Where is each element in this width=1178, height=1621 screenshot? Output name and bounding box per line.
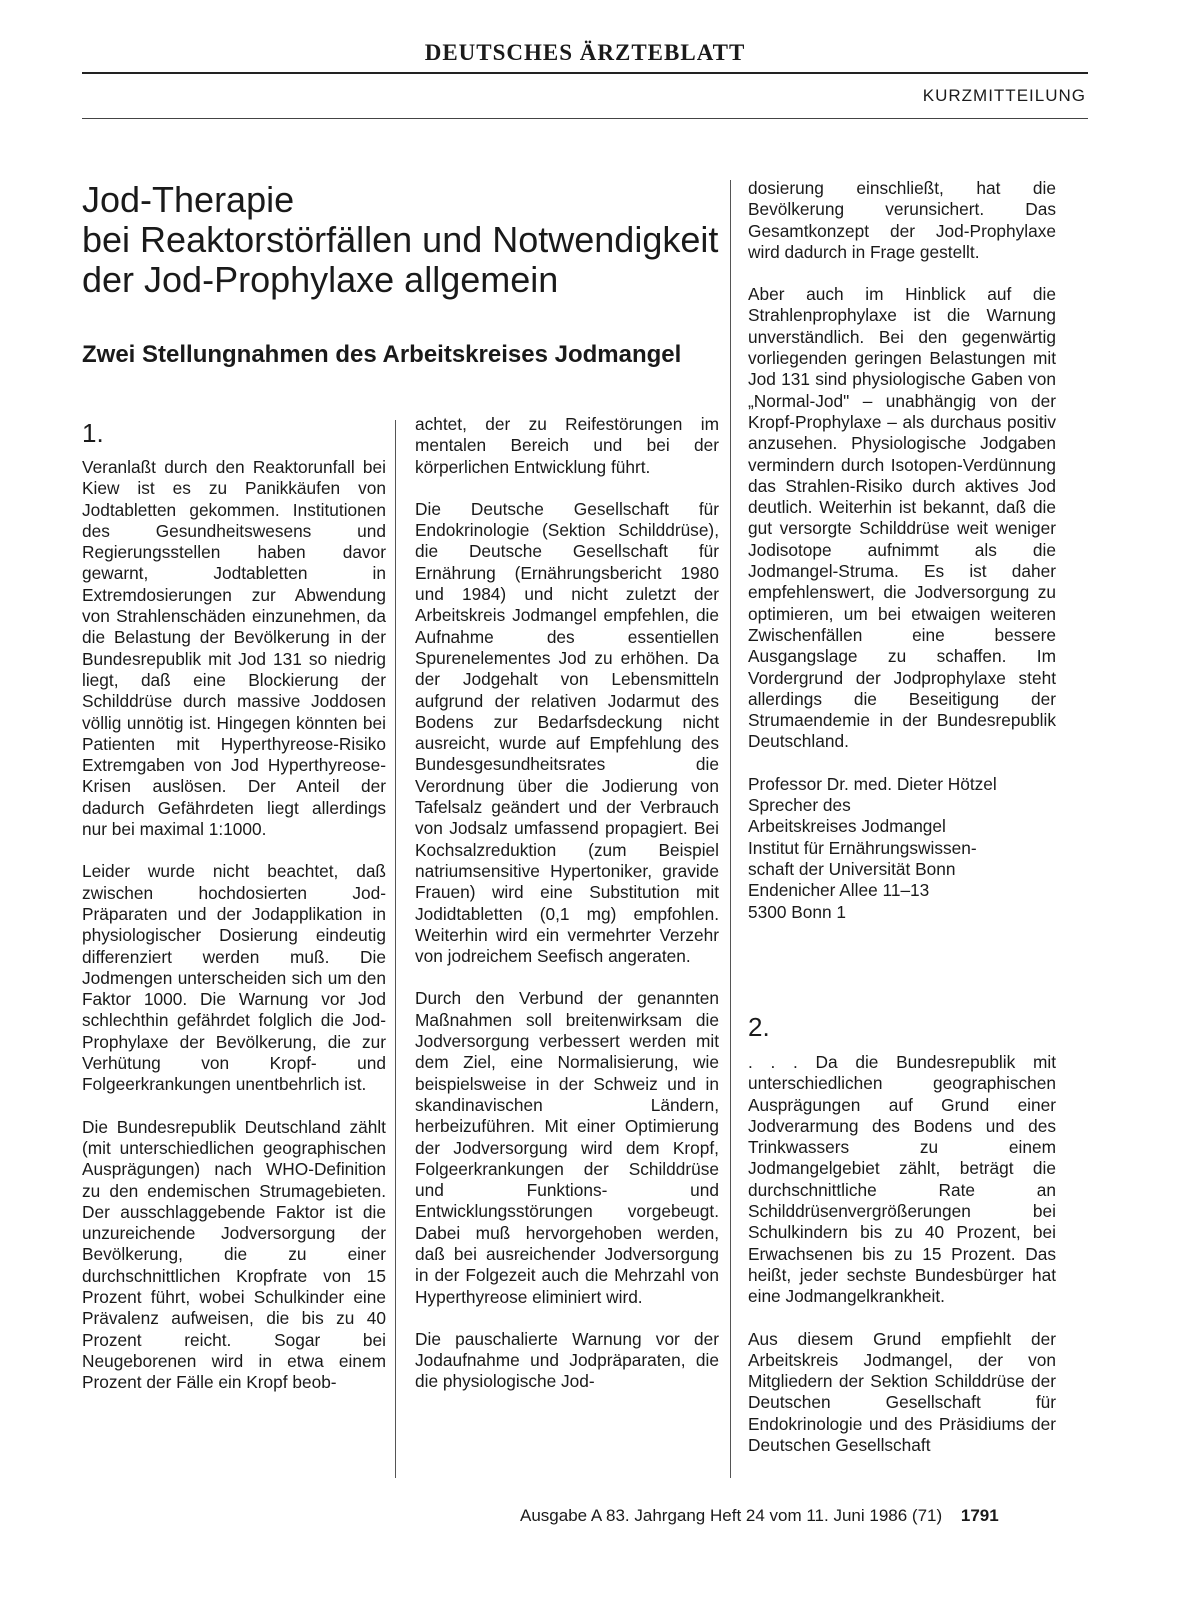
signature-line: Sprecher des bbox=[748, 795, 851, 816]
header-rule bbox=[82, 72, 1088, 74]
section-rule bbox=[82, 118, 1088, 119]
column-divider bbox=[730, 180, 731, 1478]
section-number-2: 2. bbox=[748, 1012, 770, 1042]
paragraph: Aus diesem Grund empfiehlt der Arbeitskreis Jodmangel, der von Mitgliedern der Sektion Schilddrüse der Deutschen Gesellschaft für Endokrinologie und des Präsidiums der Deutschen Gesellschaft bbox=[748, 1328, 1056, 1456]
paragraph: Durch den Verbund der genannten Maßnahmen soll breitenwirksam die Jodversorgung verbessert werden mit dem Ziel, eine Normalisierung, wie beispielsweise in der Schweiz und in skandinavischen Ländern, herbeizuführen. Mit einer Optimierung der Jodversorgung wird dem Kropf, Folgeerkrankungen der Schilddrüse und Funktions- und Entwicklungsstörungen vorgebeugt. Dabei muß hervorgehoben werden, daß bei ausreichender Jodversorgung in der Folgezeit auch die Mehrzahl von Hyperthyreose eliminiert wird. bbox=[415, 988, 719, 1307]
section-number-1: 1. bbox=[82, 418, 104, 448]
paragraph: Veranlaßt durch den Reaktorunfall bei Kiew ist es zu Panikkäufen von Jodtabletten gekommen. Institutionen des Gesundheitswesens und Regierungsstellen haben davor gewarnt, Jodtabletten in Extremdosierungen zur Abwendung von Strahlenschäden einzunehmen, da die Belastung der Bevölkerung in der Bundesrepublik mit Jod 131 so niedrig liegt, daß eine Blockierung der Schilddrüse durch massive Joddosen völlig unnötig ist. Hingegen könnten bei Patienten mit Hyperthyreose-Risiko Extremgaben von Jod Hyperthyreose-Krisen auslösen. Der Anteil der dadurch Gefährdeten liegt allerdings nur bei maximal 1:1000. bbox=[82, 457, 386, 840]
signature-line: schaft der Universität Bonn bbox=[748, 858, 956, 879]
author-signature bbox=[748, 774, 1056, 923]
signature-line: Endenicher Allee 11–13 bbox=[748, 880, 930, 901]
signature-line: Professor Dr. med. Dieter Hötzel bbox=[748, 773, 997, 794]
paragraph: achtet, der zu Reifestörungen im mentalen Bereich und bei der körperlichen Entwicklung führt. bbox=[415, 414, 719, 477]
article-title bbox=[82, 180, 762, 300]
page-number: 1791 bbox=[960, 1506, 999, 1525]
title-line: der Jod-Prophylaxe allgemein bbox=[82, 259, 559, 300]
section-label: KURZMITTEILUNG bbox=[922, 86, 1086, 105]
journal-masthead: DEUTSCHES ÄRZTEBLATT bbox=[424, 40, 746, 65]
paragraph: Leider wurde nicht beachtet, daß zwischen hochdosierten Jod-Präparaten und der Jodapplikation in physiologischer Dosierung eindeutig differenziert werden muß. Die Jodmengen unterscheiden sich um den Faktor 1000. Die Warnung vor Jod schlechthin gefährdet folglich die Jod-Prophylaxe der Bevölkerung, die zur Verhütung von Kropf- und Folgeerkrankungen unentbehrlich ist. bbox=[82, 861, 386, 1095]
column-divider bbox=[395, 420, 396, 1478]
paragraph: dosierung einschließt, hat die Bevölkerung verunsichert. Das Gesamtkonzept der Jod-Prophylaxe wird dadurch in Frage gestellt. bbox=[748, 178, 1056, 262]
paragraph: Die Deutsche Gesellschaft für Endokrinologie (Sektion Schilddrüse), die Deutsche Gesellschaft für Ernährung (Ernährungsbericht 1980 und 1984) und nicht zuletzt der Arbeitskreis Jodmangel empfehlen, die Aufnahme des essentiellen Spurenelementes Jod zu erhöhen. Da der Jodgehalt von Lebensmitteln aufgrund der relativen Jodarmut des Bodens zur Bedarfsdeckung nicht ausreicht, wurde auf Empfehlung des Bundesgesundheitsrates die Verordnung über die Jodierung von Tafelsalz geändert und der Verbrauch von Jodsalz umfassend propagiert. Bei Kochsalzreduktion (zum Beispiel natriumsensitive Hypertoniker, gravide Frauen) wird eine Substitution mit Jodidtabletten (0,1 mg) empfohlen. Weiterhin wird ein vermehrter Verzehr von jodreichem Seefisch angeraten. bbox=[415, 498, 719, 967]
page-footer bbox=[520, 1506, 999, 1526]
paragraph: . . . Da die Bundesrepublik mit unterschiedlichen geographischen Ausprägungen auf Grund einer Jodverarmung des Bodens und des Trinkwassers zu einem Jodmangelgebiet zählt, beträgt die durchschnittliche Rate an Schilddrüsenvergrößerungen bei Schulkindern bis zu 40 Prozent, bei Erwachsenen bis zu 15 Prozent. Das heißt, jeder sechste Bundesbürger hat eine Jodmangelkrankheit. bbox=[748, 1052, 1056, 1307]
column-1 bbox=[82, 457, 386, 1393]
signature-line: Arbeitskreises Jodmangel bbox=[748, 816, 946, 837]
column-3 bbox=[748, 178, 1056, 923]
column-3-part2 bbox=[748, 1052, 1056, 1456]
signature-line: 5300 Bonn 1 bbox=[748, 901, 847, 922]
title-line: Jod-Therapie bbox=[82, 179, 295, 220]
paragraph: Die Bundesrepublik Deutschland zählt (mit unterschiedlichen geographischen Ausprägungen) nach WHO-Definition zu den endemischen Strumagebieten. Der ausschlaggebende Faktor ist die unzureichende Jodversorgung der Bevölkerung, die zu einer durchschnittlichen Kropfrate von 15 Prozent führt, wobei Schulkinder eine Prävalenz aufweisen, die bis zu 40 Prozent reicht. Sogar bei Neugeborenen wird in etwa einem Prozent der Fälle ein Kropf beob- bbox=[82, 1116, 386, 1393]
article-subtitle: Zwei Stellungnahmen des Arbeitskreises Jodmangel bbox=[82, 341, 682, 368]
issue-info: Ausgabe A 83. Jahrgang Heft 24 vom 11. Juni 1986 (71) bbox=[520, 1506, 943, 1525]
paragraph: Aber auch im Hinblick auf die Strahlenprophylaxe ist die Warnung unverständlich. Bei den gegenwärtig vorliegenden geringen Belastungen mit Jod 131 sind physiologische Gaben von „Normal-Jod" – unabhängig von der Kropf-Prophylaxe – als durchaus positiv anzusehen. Physiologische Jodgaben vermindern durch Isotopen-Verdünnung das Strahlen-Risiko durch aktives Jod deutlich. Weiterhin ist bekannt, daß die gut versorgte Schilddrüse weit weniger Jodisotope aufnimmt als die Jodmangel-Struma. Es ist daher empfehlenswert, die Jodversorgung zu optimieren, um bei etwaigen weiteren Zwischenfällen eine bessere Ausgangslage zu schaffen. Im Vordergrund der Jodprophylaxe steht allerdings die Beseitigung der Strumaendemie in der Bundesrepublik Deutschland. bbox=[748, 284, 1056, 752]
paragraph: Die pauschalierte Warnung vor der Jodaufnahme und Jodpräparaten, die die physiologische Jod- bbox=[415, 1328, 719, 1392]
signature-line: Institut für Ernährungswissen- bbox=[748, 837, 977, 858]
column-2 bbox=[415, 414, 719, 1393]
title-line: bei Reaktorstörfällen und Notwendigkeit bbox=[82, 219, 719, 260]
